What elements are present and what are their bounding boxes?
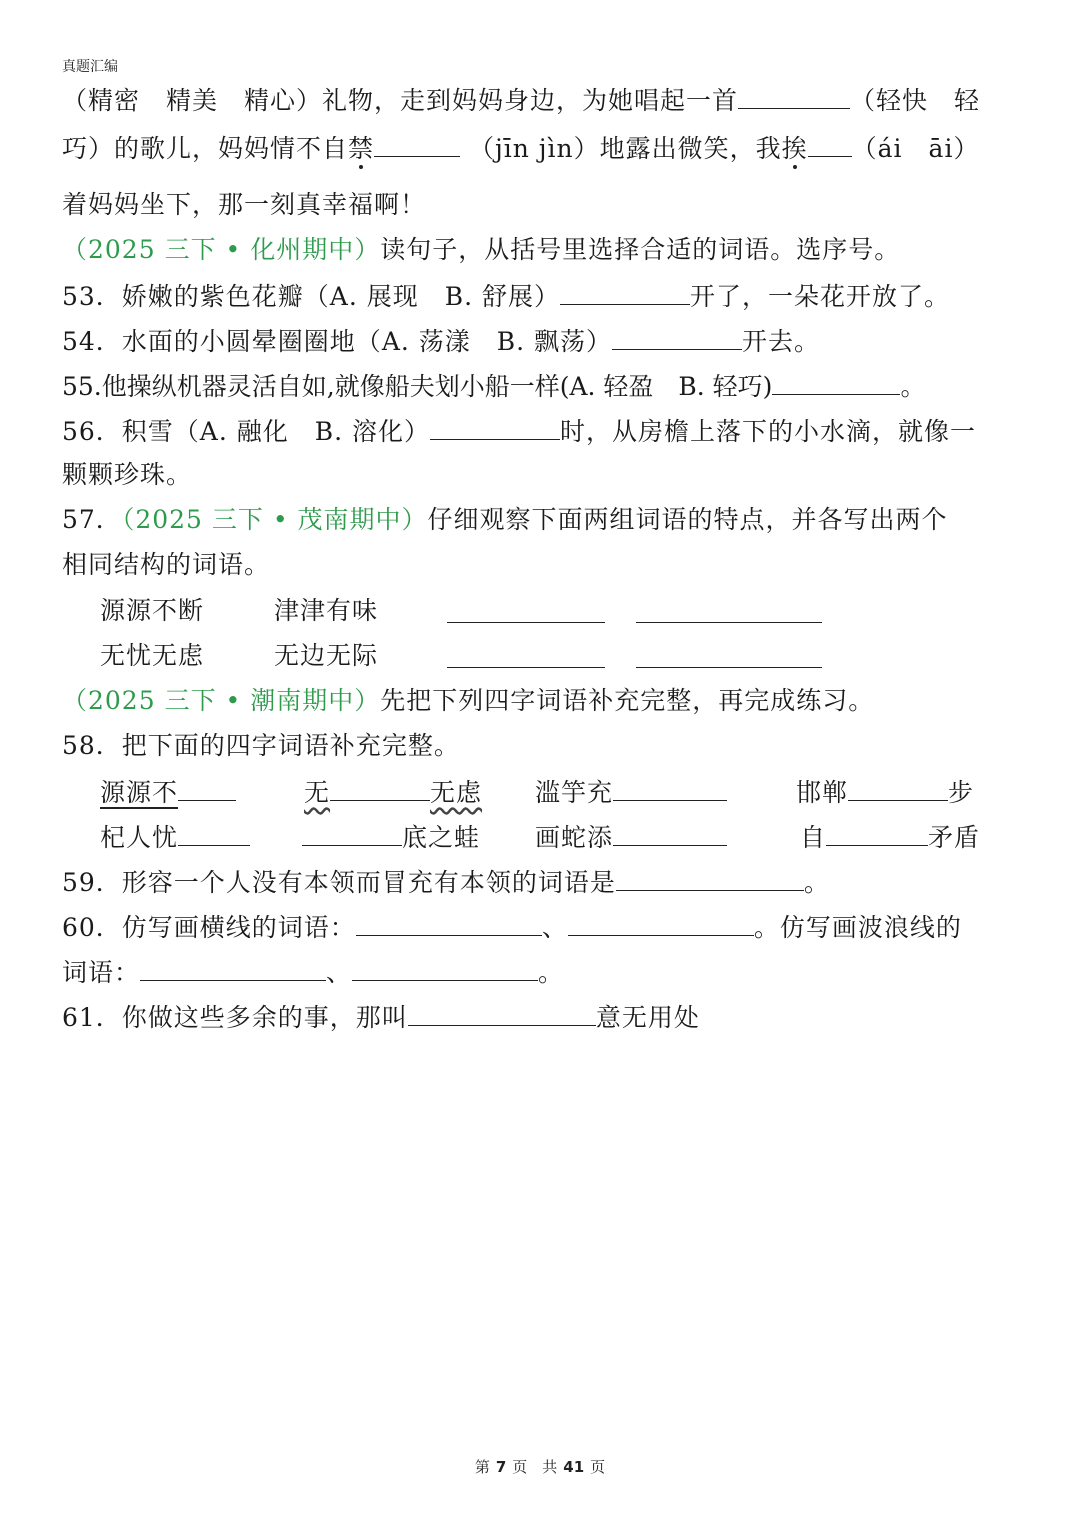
dotted-char: 挨 [781, 134, 808, 163]
section-heading-1 [62, 233, 900, 267]
idiom-text: 自 [800, 823, 827, 852]
question-text: 53．娇嫩的紫色花瓣（A. 展现 B. 舒展） [62, 282, 561, 311]
footer-text: 第 [474, 1458, 490, 1476]
page-number: 7 [495, 1458, 507, 1476]
question-text: 。仿写画波浪线的 [753, 913, 962, 942]
idiom-4 [796, 774, 974, 810]
answer-blank[interactable] [430, 413, 560, 440]
intro-line-2 [62, 130, 979, 166]
question-59 [62, 864, 830, 900]
answer-blank[interactable] [330, 774, 430, 801]
question-text: 意无用处 [595, 1003, 700, 1032]
instruction: 读句子，从括号里选择合适的词语。选序号。 [380, 235, 901, 264]
question-text: 。 [538, 958, 565, 987]
source-tag: （2025 三下 • 潮南期中） [62, 686, 381, 715]
answer-blank[interactable] [374, 130, 460, 157]
separator: 、 [541, 913, 568, 942]
word-example: 无边无际 [274, 641, 379, 670]
word-example: 源源不断 [100, 596, 205, 625]
idiom-text: 无虑 [430, 778, 483, 807]
separator: 、 [326, 958, 353, 987]
answer-blank[interactable] [612, 323, 742, 350]
answer-blank[interactable] [560, 278, 690, 305]
answer-blank[interactable] [613, 819, 727, 846]
source-tag: （2025 三下 • 茂南期中） [121, 505, 428, 534]
idiom-8 [800, 819, 980, 855]
question-61 [62, 999, 700, 1035]
idiom-2 [304, 774, 482, 810]
question-57 [62, 503, 948, 537]
total-pages: 41 [563, 1458, 585, 1476]
question-text: 59．形容一个人没有本领而冒充有本领的词语是 [62, 868, 616, 897]
intro-line-1 [62, 82, 980, 118]
footer-text: 页 [590, 1458, 606, 1476]
source-tag: （2025 三下 • 化州期中） [62, 235, 381, 264]
question-text: 61．你做这些多余的事，那叫 [62, 1003, 408, 1032]
question-56-cont: 颗颗珍珠。 [62, 460, 193, 489]
answer-blank[interactable] [848, 774, 948, 801]
answer-blank[interactable] [178, 774, 236, 801]
intro-text: 巧）的歌儿，妈妈情不自 [62, 134, 349, 163]
question-text: 56．积雪（A. 融化 B. 溶化） [62, 417, 431, 446]
idiom-text: 步 [948, 778, 975, 807]
intro-text: （ái āi） [851, 134, 980, 163]
question-58: 58．把下面的四字词语补充完整。 [62, 731, 460, 760]
word-example: 无忧无虑 [100, 641, 205, 670]
answer-blank[interactable] [352, 954, 538, 981]
answer-blank[interactable] [408, 999, 596, 1026]
question-text: 。 [803, 868, 830, 897]
idiom-5 [100, 819, 250, 855]
question-text: 55.他操纵机器灵活自如,就像船夫划小船一样(A. 轻盈 B. 轻巧) [62, 372, 773, 401]
answer-blank[interactable] [636, 641, 822, 668]
answer-blank[interactable] [826, 819, 928, 846]
answer-blank[interactable] [636, 596, 822, 623]
answer-blank[interactable] [616, 864, 804, 891]
question-56 [62, 413, 976, 449]
question-text: 时，从房檐上落下的小水滴，就像一 [560, 417, 977, 446]
question-text: 开去。 [742, 327, 821, 356]
answer-blank[interactable] [447, 596, 605, 623]
section-heading-2 [62, 684, 874, 718]
question-text: 词语： [62, 958, 141, 987]
question-number: 57． [62, 505, 122, 534]
page-footer [0, 1456, 1080, 1477]
question-60-cont [62, 954, 564, 990]
answer-blank[interactable] [302, 819, 402, 846]
question-text: 。 [900, 372, 926, 401]
answer-blank[interactable] [356, 909, 542, 936]
answer-blank[interactable] [568, 909, 754, 936]
answer-blank[interactable] [140, 954, 326, 981]
answer-blank[interactable] [178, 819, 250, 846]
question-57-cont: 相同结构的词语。 [62, 550, 271, 579]
idiom-text: 源源不 [100, 778, 179, 807]
answer-blank[interactable] [613, 774, 727, 801]
idiom-text: 无 [304, 778, 331, 807]
footer-text: 页 共 [512, 1458, 558, 1476]
question-55 [62, 368, 925, 404]
question-text: 仔细观察下面两组词语的特点，并各写出两个 [427, 505, 948, 534]
answer-blank[interactable] [738, 82, 850, 109]
answer-blank[interactable] [772, 368, 900, 395]
idiom-text: 滥竽充 [535, 778, 614, 807]
idiom-text: 邯郸 [796, 778, 849, 807]
idiom-text: 画蛇添 [535, 823, 614, 852]
instruction: 先把下列四字词语补充完整，再完成练习。 [380, 686, 875, 715]
intro-text: （轻快 轻 [850, 86, 981, 115]
idiom-1 [100, 774, 236, 810]
idiom-text: 底之蛙 [402, 823, 481, 852]
intro-text: （精密 精美 精心）礼物，走到妈妈身边，为她唱起一首 [62, 86, 739, 115]
dotted-char: 禁 [348, 134, 375, 163]
question-54 [62, 323, 820, 359]
idiom-text: 矛盾 [928, 823, 981, 852]
answer-blank[interactable] [447, 641, 605, 668]
idiom-3 [535, 774, 727, 810]
idiom-6 [302, 819, 480, 855]
page-header: 真题汇编 [62, 59, 118, 75]
answer-blank[interactable] [808, 130, 852, 157]
word-example: 津津有味 [274, 596, 379, 625]
question-text: 开了，一朵花开放了。 [690, 282, 951, 311]
question-53 [62, 278, 950, 314]
intro-text: （jīn jìn）地露出微笑，我 [468, 134, 782, 163]
question-text: 60．仿写画横线的词语： [62, 913, 356, 942]
idiom-7 [535, 819, 727, 855]
intro-line-3: 着妈妈坐下，那一刻真幸福啊！ [62, 190, 427, 219]
question-60 [62, 909, 962, 945]
question-text: 54．水面的小圆晕圈圈地（A. 荡漾 B. 飘荡） [62, 327, 613, 356]
idiom-text: 杞人忧 [100, 823, 179, 852]
